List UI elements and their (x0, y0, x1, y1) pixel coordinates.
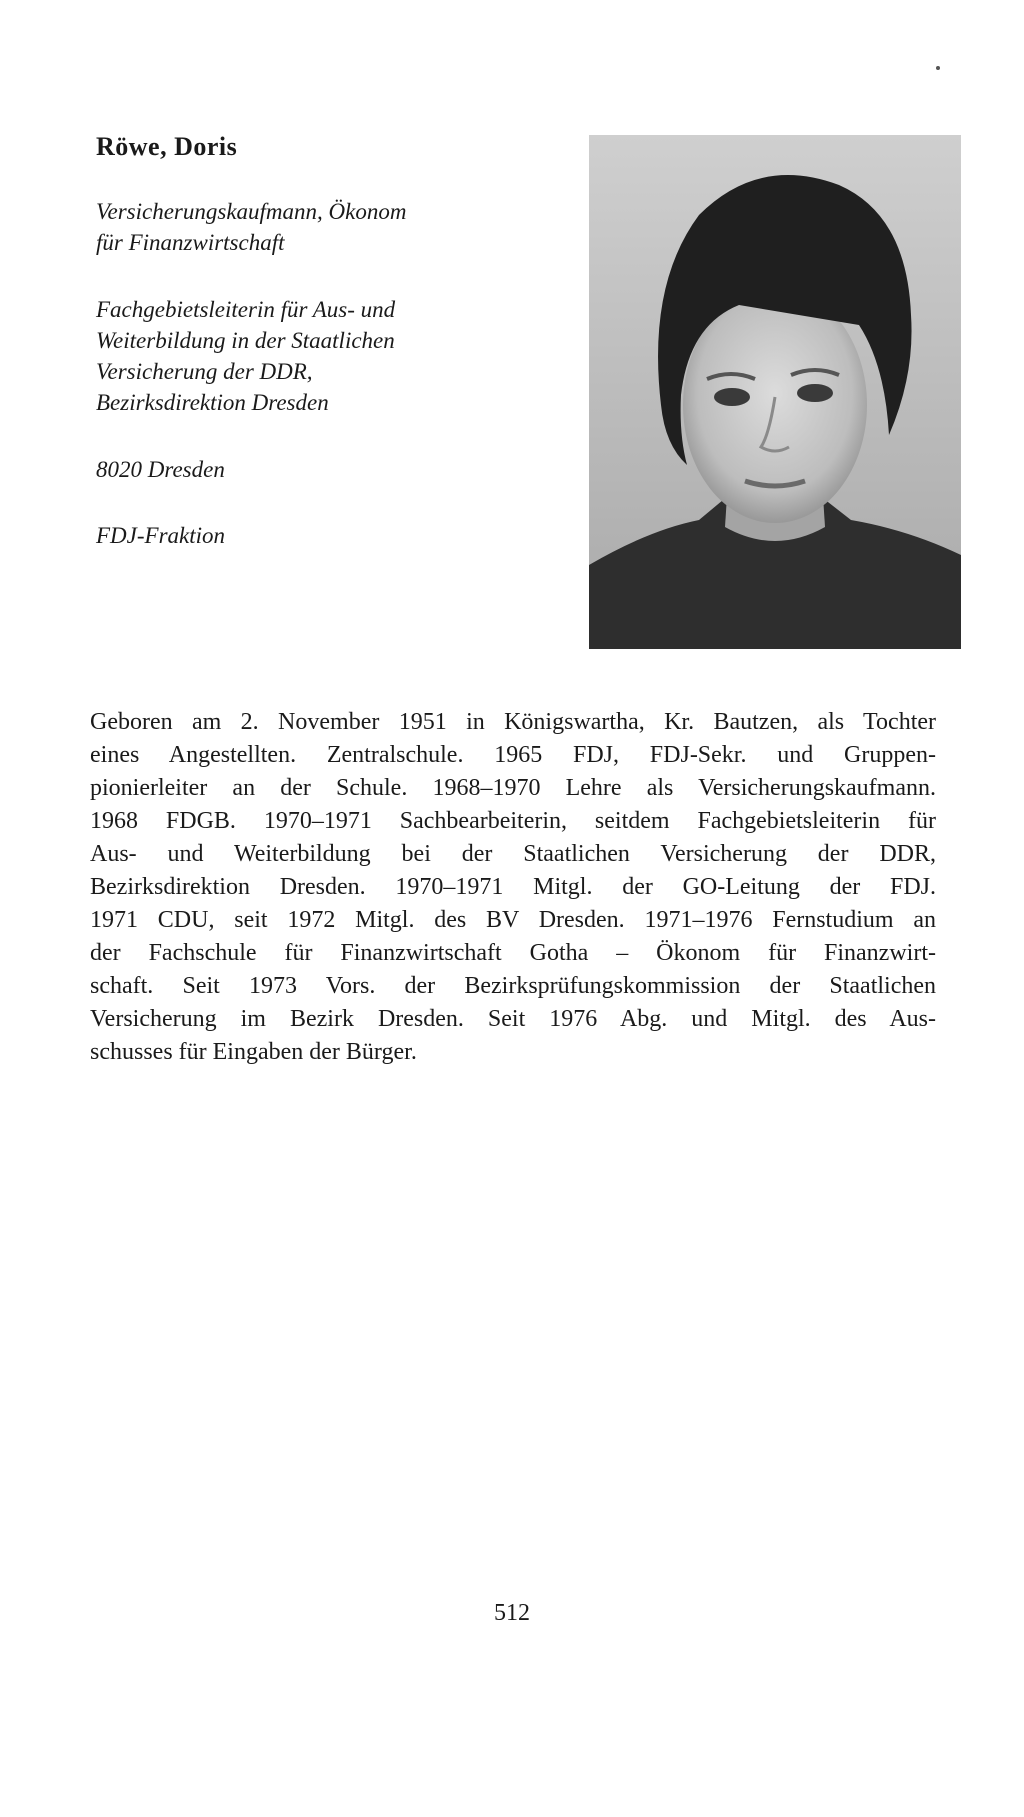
parliamentary-fraction: FDJ-Fraktion (96, 523, 226, 548)
biography-line: schusses für Eingaben der Bürger. (90, 1039, 417, 1065)
position-line: Bezirksdirektion Dresden (96, 390, 329, 415)
biography-line: 1971 CDU, seit 1972 Mitgl. des BV Dresden. 1971–1976 Fernstudium an (90, 907, 936, 933)
city: 8020 Dresden (96, 457, 225, 482)
print-speck (936, 66, 940, 70)
biography-line: schaft. Seit 1973 Vors. der Bezirksprüfungskommission der Staatlichen (90, 973, 936, 999)
biography-line: Aus- und Weiterbildung bei der Staatlichen Versicherung der DDR, (90, 841, 936, 867)
biography-line: Bezirksdirektion Dresden. 1970–1971 Mitgl. der GO-Leitung der FDJ. (90, 874, 936, 900)
profession-line: für Finanzwirtschaft (96, 230, 285, 255)
position-line: Weiterbildung in der Staatlichen (96, 328, 395, 353)
position-block (96, 294, 566, 418)
biography-line: pionierleiter an der Schule. 1968–1970 Lehre als Versicherungskaufmann. (90, 775, 936, 801)
biography-line: Versicherung im Bezirk Dresden. Seit 1976 Abg. und Mitgl. des Aus- (90, 1006, 936, 1032)
page-number: 512 (494, 1600, 530, 1626)
person-name: Röwe, Doris (96, 132, 238, 161)
biography-text (90, 706, 936, 1069)
profession-line: Versicherungskaufmann, Ökonom (96, 199, 407, 224)
biography-line: Geboren am 2. November 1951 in Königswartha, Kr. Bautzen, als Tochter (90, 709, 936, 735)
position-line: Fachgebietsleiterin für Aus- und (96, 297, 396, 322)
position-line: Versicherung der DDR, (96, 359, 313, 384)
biography-line: eines Angestellten. Zentralschule. 1965 FDJ, FDJ-Sekr. und Gruppen- (90, 742, 936, 768)
biography-line: 1968 FDGB. 1970–1971 Sachbearbeiterin, seitdem Fachgebietsleiterin für (90, 808, 936, 834)
biography-line: der Fachschule für Finanzwirtschaft Gotha – Ökonom für Finanzwirt- (90, 940, 936, 966)
profession-block (96, 196, 566, 258)
portrait-photo (589, 135, 961, 649)
